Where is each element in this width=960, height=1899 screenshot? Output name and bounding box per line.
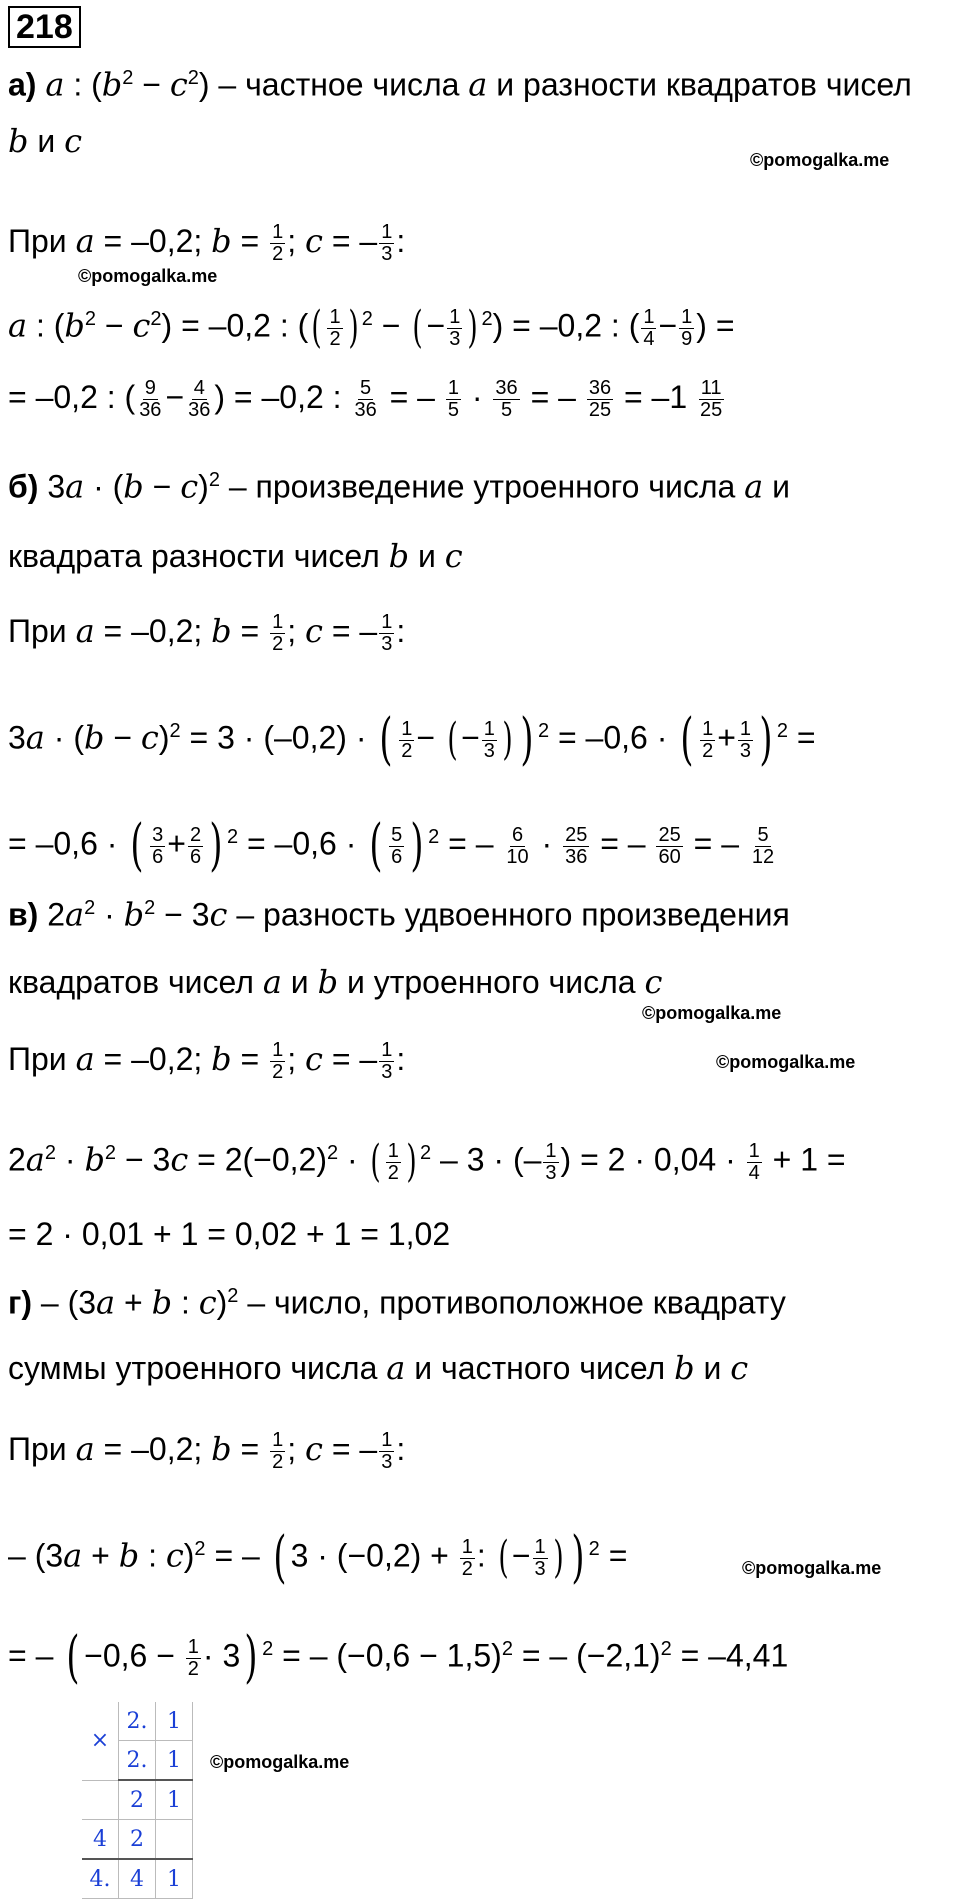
part-v-step2: = 2 · 0,01 + 1 = 0,02 + 1 = 1,02 bbox=[8, 1216, 451, 1252]
part-a-step1: a : $(b^2 - c^2) = -0,2$ : (( $\frac{1}{2}$ ) $^2$ − ( − $\frac{1}{3}$ ) $^2$) = –0,2 : ( $\frac{1}{4}$ − $\frac{1}{9}$ ) = bbox=[8, 302, 735, 353]
mul-cell: 1 bbox=[156, 1780, 193, 1820]
problem-number: 218 bbox=[8, 6, 81, 48]
watermark: ©pomogalka.me bbox=[210, 1752, 350, 1772]
part-g-heading-2: суммы утроенного числа a и частного чисел b и c bbox=[8, 1349, 749, 1387]
part-b-heading: б) $3a \cdot (b - c)^2$ – произведение утроенного числа a и bbox=[8, 467, 791, 506]
mul-cell: 2 bbox=[119, 1820, 156, 1860]
part-b-heading-2: квадрата разности чисел b и c bbox=[8, 537, 463, 575]
multiply-sign: × bbox=[82, 1702, 119, 1780]
part-b-given: При a = –0,2; b = $\frac{1}{2}$ ; c = – $\frac{1}{3}$ : bbox=[8, 611, 406, 655]
part-v-heading: в) $2a^2 \cdot b^2 - 3c$ – разность удвоенного произведения bbox=[8, 895, 790, 934]
mul-cell: 1 bbox=[156, 1741, 193, 1781]
part-g-heading: г) – (3a + b : c)$^2$ – число, противоположное квадрату bbox=[8, 1283, 786, 1322]
part-a-heading: а) a : $(b^2 - c^2)$ – частное числа a и разности квадратов чисел bbox=[8, 65, 912, 104]
part-v-step1: $2a^2 \cdot b^2 - 3c = 2(-0,2)^2$ · ( $\frac{1}{2}$ ) $^2$ – 3 · (– $\frac{1}{3}$ ) = 2 · 0,04 · $\frac{1}{4}$ + 1 = bbox=[8, 1136, 846, 1187]
watermark: ©pomogalka.me bbox=[742, 1558, 882, 1578]
mul-cell: 2. bbox=[119, 1741, 156, 1781]
column-multiplication bbox=[82, 1702, 193, 1899]
part-g-step1: – (3a + b : c)$^2$ = – ( 3 · (−0,2) + $\frac{1}{2}$ : ( − $\frac{1}{3}$ ) ) $^2$ = bbox=[8, 1525, 628, 1590]
mul-cell: 4 bbox=[82, 1820, 119, 1860]
mul-cell bbox=[82, 1780, 119, 1820]
part-v-given: При a = –0,2; b = $\frac{1}{2}$ ; c = – $\frac{1}{3}$ : bbox=[8, 1039, 406, 1083]
part-a-given: При a = –0,2; b = $\frac{1}{2}$ ; c = – $\frac{1}{3}$ : bbox=[8, 221, 406, 265]
watermark: ©pomogalka.me bbox=[78, 266, 218, 286]
mul-cell bbox=[156, 1820, 193, 1860]
mul-cell: 4. bbox=[82, 1859, 119, 1899]
watermark: ©pomogalka.me bbox=[750, 150, 890, 170]
mul-cell: 4 bbox=[119, 1859, 156, 1899]
part-b-step2: = –0,6 · ( $\frac{3}{6}$ + $\frac{2}{6}$ ) $^2$ = –0,6 · ( $\frac{5}{6}$ ) $^2$ = – $\frac{6}{10}$ · $\frac{25}{36}$ = – $\frac{25}{60}$ = – $\frac{5}{12}$ bbox=[8, 813, 775, 878]
watermark: ©pomogalka.me bbox=[716, 1052, 856, 1072]
watermark: ©pomogalka.me bbox=[642, 1003, 782, 1023]
mul-cell: 2 bbox=[119, 1780, 156, 1820]
mul-cell: 1 bbox=[156, 1702, 193, 1741]
part-a-heading-2: b и c bbox=[8, 122, 83, 160]
part-g-step2: = – ( −0,6 − $\frac{1}{2}$ · 3) $^2$ = – $(-0,6 - 1,5)^2$ = – $(-2,1)^2 = -4,41$ bbox=[8, 1625, 789, 1690]
part-a-step2: = –0,2 : ( $\frac{9}{36}$ − $\frac{4}{36}$ ) = –0,2 : $\frac{5}{36}$ = – $\frac{1}{5}$ · $\frac{36}{5}$ = – $\frac{36}{25}$ = –1 $\frac{11}{25}$ bbox=[8, 377, 723, 421]
mul-cell: 1 bbox=[156, 1859, 193, 1899]
part-v-heading-2: квадратов чисел a и b и утроенного числа c bbox=[8, 963, 663, 1001]
mul-cell: 2. bbox=[119, 1702, 156, 1741]
part-b-step1: $3a \cdot (b - c)^2 = 3 \cdot (-0,2)$ · ( $\frac{1}{2}$ − ( − $\frac{1}{3}$ ) ) $^2$ = –0,6 · ( $\frac{1}{2}$ + $\frac{1}{3}$ ) $^2$ = bbox=[8, 707, 816, 772]
part-g-given: При a = –0,2; b = $\frac{1}{2}$ ; c = – $\frac{1}{3}$ : bbox=[8, 1429, 406, 1473]
